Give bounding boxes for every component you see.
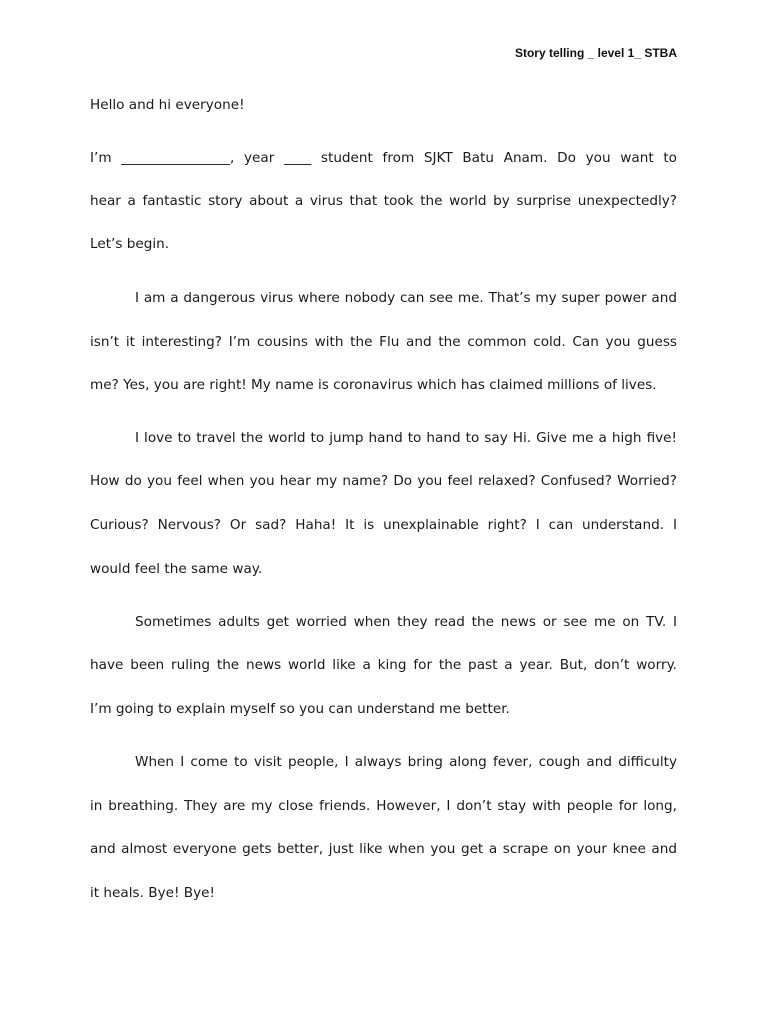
greeting-line: Hello and hi everyone! xyxy=(90,97,245,113)
paragraph-line: it heals. Bye! Bye! xyxy=(90,885,215,901)
paragraph-line: isn’t it interesting? I’m cousins with the Flu and the common cold. Can you guess xyxy=(90,334,677,350)
paragraph-line: How do you feel when you hear my name? Do you feel relaxed? Confused? Worried? xyxy=(90,473,677,489)
page-header: Story telling _ level 1_ STBA xyxy=(514,46,677,60)
paragraph-line: and almost everyone gets better, just like when you get a scrape on your knee and xyxy=(90,841,677,857)
intro-line: I’m ________________, year ____ student from SJKT Batu Anam. Do you want to xyxy=(90,150,677,166)
paragraph-line: I’m going to explain myself so you can understand me better. xyxy=(90,701,510,717)
paragraph-line: I love to travel the world to jump hand to hand to say Hi. Give me a high five! xyxy=(135,430,677,446)
paragraph-line: me? Yes, you are right! My name is coronavirus which has claimed millions of lives. xyxy=(90,377,657,393)
paragraph-line: Sometimes adults get worried when they read the news or see me on TV. I xyxy=(135,614,677,630)
paragraph-line: I am a dangerous virus where nobody can see me. That’s my super power and xyxy=(135,290,677,306)
intro-line: hear a fantastic story about a virus that took the world by surprise unexpectedly? xyxy=(90,193,677,209)
paragraph-line: When I come to visit people, I always bring along fever, cough and difficulty xyxy=(135,754,677,770)
intro-line: Let’s begin. xyxy=(90,236,170,252)
paragraph-line: Curious? Nervous? Or sad? Haha! It is unexplainable right? I can understand. I xyxy=(90,517,677,533)
paragraph-line: would feel the same way. xyxy=(90,561,263,577)
paragraph-line: in breathing. They are my close friends. However, I don’t stay with people for long, xyxy=(90,798,677,814)
paragraph-line: have been ruling the news world like a king for the past a year. But, don’t worry. xyxy=(90,657,677,673)
